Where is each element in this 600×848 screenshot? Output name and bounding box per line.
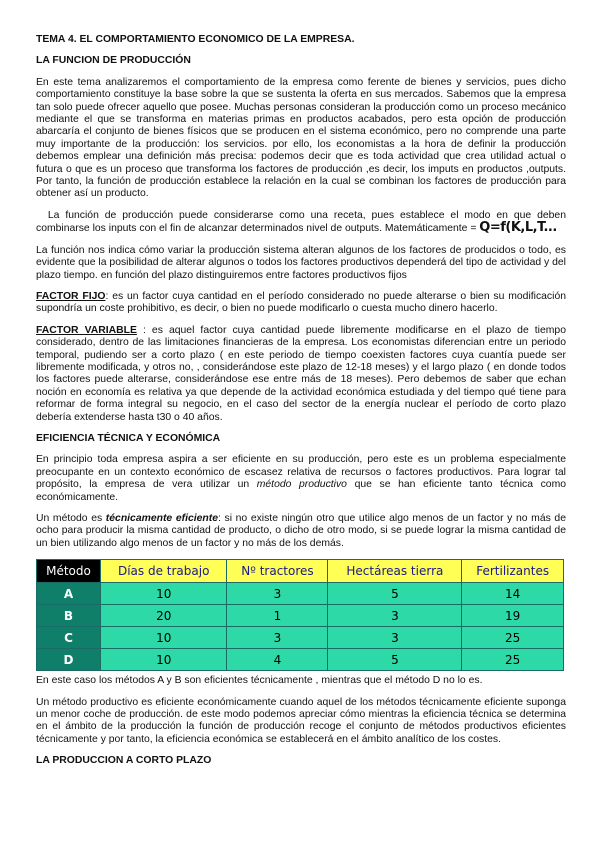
column-header: Hectáreas tierra [328,560,462,583]
column-header: Método [37,560,101,583]
paragraph-eficiencia-economica: Un método productivo es eficiente económicamente cuando aquel de los métodos técnicamente eficiente suponga un menor coche de producción. de este modo podemos apreciar cómo mientras la eficiencia técnica se determina en el ámbito de la producción la función de producción recoge el conjunto de métodos productivos eficientes técnicamente y por tanto, la eficiencia económica se establecerá en el ámbito analítico de los costes. [36,696,566,745]
paragraph-tecnicamente-eficiente [36,513,566,550]
table-cell: 3 [227,583,328,605]
table-cell: A [37,583,101,605]
table-row [37,649,564,671]
table-cell: 5 [328,649,462,671]
paragraph-intro: En este tema analizaremos el comportamiento de la empresa como ferente de bienes y servicios, pues dicho comportamiento constituye la base sobre la que se sustenta la oferta en sus mercados. Sabemos que la empresa tan solo puede ofrecer aquello que posee. Muchas personas consideran la producción como un proceso mecánico mediante el que se transforma en materias primas en productos acabados, pero esta opción de producción abarcaría el conjunto de bienes físicos que se producen en el sistema económico, pero no comprende una parte muy importante de la producción: los servicios. por ello, los economistas a la hora de definir la producción debemos emplear una definición más precisa: podemos decir que es toda actividad que crea utilidad actual o futura o que es un proceso que transforma los factores de producción ,es decir, los imputs en productos ,outputs. Por tanto, la función de producción establece la relación en la cual se combinan los factores de producción para obtener así un producto. [36,76,566,200]
methods-table [36,559,564,671]
table-cell: 14 [462,583,564,605]
paragraph-receta [36,210,566,236]
production-formula: Q=f(K,L,T... [479,220,557,236]
definition-factor-fijo: : es un factor cuya cantidad en el período considerado no puede alterarse o bien su modificación supondría un coste prohibitivo, es decir, o bien no puede modificarlo o cuesta mucho dinero hacerlo. [36,290,566,315]
term-factor-variable: FACTOR VARIABLE [36,324,137,336]
table-header-row [37,560,564,583]
paragraph-eficiencia-intro [36,454,566,504]
section-heading-funcion-produccion: LA FUNCION DE PRODUCCIÓN [36,55,191,67]
table-cell: C [37,627,101,649]
section-heading-eficiencia: EFICIENCIA TÉCNICA Y ECONÓMICA [36,432,221,444]
table-cell: 10 [100,627,227,649]
table-cell: 20 [100,605,227,627]
table-cell: 5 [328,583,462,605]
table-row [37,605,564,627]
column-header: Nº tractores [227,560,328,583]
section-heading-corto-plazo: LA PRODUCCION A CORTO PLAZO [36,755,212,767]
term-metodo-productivo: método productivo [256,479,347,491]
paragraph-factor-variable [36,325,566,424]
receta-text: La función de producción puede considerarse como una receta, pues establece el modo en que deben combinarse los inputs con el fin de alcanzar determinados nivel de outputs. Matemáticamente = [36,209,566,235]
table-cell: 19 [462,605,564,627]
table-row [37,583,564,605]
tecnica-text-b: : si no existe ningún otro que utilice algo menos de un factor y no más de ocho para producir la misma cantidad de producto, o dicho de otro modo, si se puede lograr la misma cantidad de un bien utilizando algo menos de un factor y no más de los demás. [36,513,566,549]
table-cell: 25 [462,627,564,649]
paragraph-factor-fijo [36,291,566,316]
document-page [36,34,566,777]
table-cell: 1 [227,605,328,627]
table-cell: 3 [328,605,462,627]
column-header: Fertilizantes [462,560,564,583]
table-cell: 10 [100,583,227,605]
term-tecnicamente-eficiente: técnicamente eficiente [105,513,218,524]
table-cell: D [37,649,101,671]
table-cell: 3 [227,627,328,649]
column-header: Días de trabajo [100,560,227,583]
term-factor-fijo: FACTOR FIJO [36,290,106,302]
eficiencia-text-a: En principio toda empresa aspira a ser eficiente en su producción, pero este es un problema especialmente preocupante en un contexto económico de escasez relativa de recursos o factores productivos. Para lograr tal propósito, la empresa de vera utilizar un [36,454,566,491]
table-cell: 4 [227,649,328,671]
table-cell: 10 [100,649,227,671]
paragraph-factores: La función nos indica cómo variar la producción sistema alteran algunos de los factores de producidos o todo, es evidente que la posibilidad de alterar algunos o todos los factores productivos dependerá del tipo de actividad y del plazo tiempo. en función del plazo distinguiremos entre factores productivos fijos [36,244,566,281]
tecnica-text-a: Un método es [36,513,106,524]
table-cell: 3 [328,627,462,649]
table-cell: B [37,605,101,627]
table-row [37,627,564,649]
eficiencia-text-b: que se han eficiente tanto técnica como económicamente. [36,479,567,503]
document-title: TEMA 4. EL COMPORTAMIENTO ECONOMICO DE LA EMPRESA. [36,34,355,45]
definition-factor-variable: : es aquel factor cuya cantidad puede libremente modificarse en el plazo de tiempo considerado, dentro de las limitaciones financieras de la empresa. Los economistas diferencian entre un periodo temporal, pudiendo ser a corto plazo ( en este periodo de tiempo coexisten factores cuya cuantía puede ser libremente modificada, y otros no, , considerándose este plazo de 12-18 meses) y el largo plazo ( en donde todos los factores puede alterarse, considerándose ese entre más de 18 meses). Pero debemos de saber que echan noción en economía es relativa ya que depende de la actividad económica estudiada y del tiempo qué tiene para reformar de forma integral su negocio, en el caso del sector de la energía nuclear el período de corto plazo debería extenderse hasta t30 o 40 años. [36,324,566,423]
table-caption: En este caso los métodos A y B son eficientes técnicamente , mientras que el método D no lo es. [36,675,483,687]
table-cell: 25 [462,649,564,671]
